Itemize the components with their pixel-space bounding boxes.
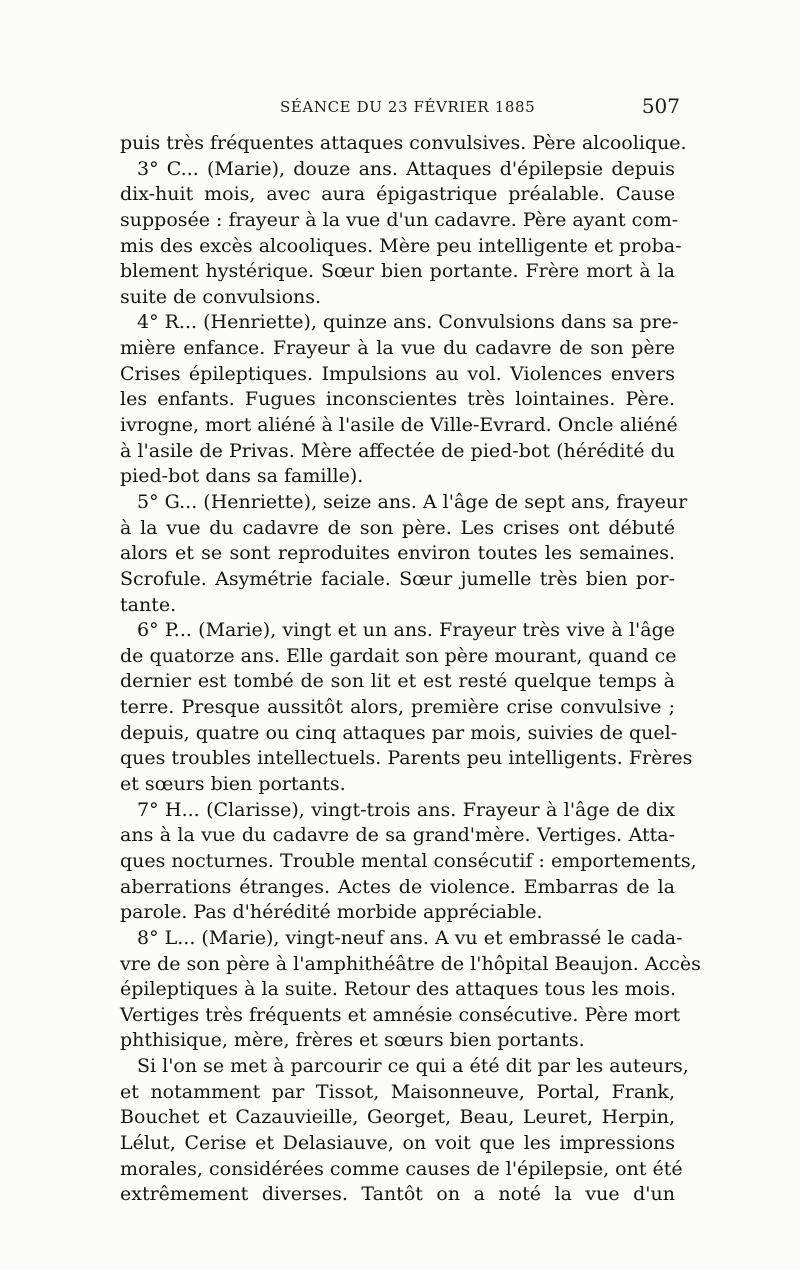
- text-line: terre. Presque aussitôt alors, première crise convulsive ;: [120, 696, 675, 719]
- text-line: Vertiges très fréquents et amnésie consécutive. Père mort: [120, 1003, 681, 1026]
- text-line: ques nocturnes. Trouble mental consécutif : emportements,: [120, 849, 697, 872]
- text-line: 4° R... (Henriette), quinze ans. Convulsions dans sa pre-: [137, 311, 679, 334]
- text-line: Si l'on se met à parcourir ce qui a été dit par les auteurs,: [137, 1055, 689, 1078]
- text-line: vre de son père à l'amphithéâtre de l'hôpital Beaujon. Accès: [120, 952, 701, 975]
- text-line: dernier est tombé de son lit et est resté quelque temps à: [120, 670, 675, 693]
- text-line: aberrations étranges. Actes de violence. Embarras de la: [120, 875, 675, 898]
- text-line: Bouchet et Cazauvieille, Georget, Beau, Leuret, Herpin,: [120, 1106, 675, 1129]
- text-line: extrêmement diverses. Tantôt on a noté la vue d'un: [120, 1183, 675, 1206]
- text-line: 5° G... (Henriette), seize ans. A l'âge de sept ans, frayeur: [137, 490, 688, 513]
- text-line: épileptiques à la suite. Retour des attaques tous les mois.: [120, 978, 677, 1001]
- text-line: à la vue du cadavre de son père. Les crises ont débuté: [120, 516, 675, 539]
- running-head: SÉANCE DU 23 FÉVRIER 1885: [280, 98, 536, 116]
- text-line: puis très fréquentes attaques convulsives. Père alcoolique.: [120, 132, 687, 154]
- text-line: de quatorze ans. Elle gardait son père mourant, quand ce: [120, 644, 677, 667]
- text-line: depuis, quatre ou cinq attaques par mois, suivies de quel-: [120, 721, 678, 744]
- text-line: ans à la vue du cadavre de sa grand'mère. Vertiges. Atta-: [120, 824, 675, 847]
- text-line: 3° C... (Marie), douze ans. Attaques d'épilepsie depuis: [137, 157, 675, 180]
- text-line: alors et se sont reproduites environ toutes les semaines.: [120, 542, 675, 565]
- text-line: dix-huit mois, avec aura épigastrique préalable. Cause: [120, 183, 675, 206]
- text-line: 8° L... (Marie), vingt-neuf ans. A vu et embrassé le cada-: [137, 926, 683, 949]
- text-line: les enfants. Fugues inconscientes très lointaines. Père.: [120, 388, 675, 411]
- text-line: suite de convulsions.: [120, 285, 322, 308]
- text-line: Crises épileptiques. Impulsions au vol. Violences envers: [120, 362, 675, 385]
- text-line: blement hystérique. Sœur bien portante. Frère mort à la: [120, 260, 675, 283]
- text-line: ques troubles intellectuels. Parents peu intelligents. Frères: [120, 747, 693, 770]
- text-line: mis des excès alcooliques. Mère peu intelligente et proba-: [120, 234, 682, 257]
- text-line: et notamment par Tissot, Maisonneuve, Portal, Frank,: [120, 1080, 675, 1103]
- text-line: morales, considérées comme causes de l'épilepsie, ont été: [120, 1157, 683, 1180]
- text-line: mière enfance. Frayeur à la vue du cadavre de son père: [120, 337, 675, 360]
- text-line: phthisique, mère, frères et sœurs bien portants.: [120, 1029, 585, 1052]
- text-line: pied-bot dans sa famille).: [120, 465, 364, 488]
- text-line: tante.: [120, 593, 177, 616]
- text-line: et sœurs bien portants.: [120, 773, 346, 796]
- text-line: Scrofule. Asymétrie faciale. Sœur jumelle très bien por-: [120, 567, 675, 590]
- body-text: [120, 131, 701, 1208]
- text-line: supposée : frayeur à la vue d'un cadavre. Père ayant com-: [120, 208, 679, 231]
- text-line: parole. Pas d'hérédité morbide appréciable.: [120, 901, 543, 924]
- text-line: 7° H... (Clarisse), vingt-trois ans. Frayeur à l'âge de dix: [137, 798, 675, 821]
- text-line: ivrogne, mort aliéné à l'asile de Ville-Evrard. Oncle aliéné: [120, 414, 678, 437]
- page-header: [120, 94, 680, 124]
- text-line: Lélut, Cerise et Delasiauve, on voit que les impressions: [120, 1131, 675, 1154]
- text-line: à l'asile de Privas. Mère affectée de pied-bot (hérédité du: [120, 439, 675, 462]
- page-number: 507: [641, 94, 680, 118]
- text-line: 6° P... (Marie), vingt et un ans. Frayeur très vive à l'âge: [137, 619, 675, 642]
